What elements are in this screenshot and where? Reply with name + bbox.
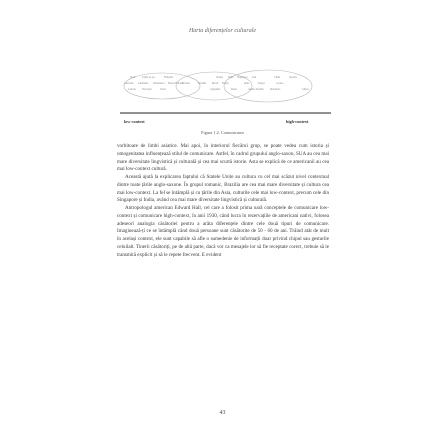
country-label: Țările de jos <box>142 76 155 79</box>
low-context-label: low-context <box>124 119 145 124</box>
country-label: Italia <box>228 76 234 79</box>
country-label: Norvegia <box>142 88 152 91</box>
country-label: Australia <box>124 82 134 85</box>
country-label: Mexic <box>212 82 219 85</box>
country-label: Israel <box>160 88 166 91</box>
figure-caption: Figura 1.2. Comunicarea <box>201 130 244 135</box>
country-label: Indonezia <box>270 88 281 91</box>
country-label: Rusia <box>231 88 237 91</box>
country-label: Canada <box>128 88 136 91</box>
paragraph: Antropologul american Edward Hall, cel care a folosit prima oară conceptele de comunicare low-context și comunicare high-context, în anii 1930, când lucra în rezervațiile de americani nativi, folosea adeseori analogia căsătoriei pentru a arăta diferențele dintre cele două tipuri de comunicare. Imaginează-ți ce se întâmplă când două persoane sunt căsătorite de 50 - 60 de ani. Trăind atât de mult în același context, ele sunt capabile să afle o sumedenie de informații doar privind chipul sau gesturile celuilalt. Tinerii căsătoriți, pe de altă parte, dacă vor ca mesajele lor să fie receptate corect, trebuie să le transmită explicit și să le repete frecvent. E evident <box>117 205 329 258</box>
country-label: SUA <box>130 76 136 79</box>
country-label: Marea Britanie <box>168 82 184 85</box>
country-label: Spania <box>216 76 224 79</box>
country-label: Brazilia <box>198 82 207 85</box>
paragraph: vorbitoare de limbi asiatice. Mai apoi, în interiorul fiecărui grup, se poate vedea cum istoria și omogenitatea influențează stilul de comunicare. Astfel, în cadrul grupului anglo-saxon, SUA au cea mai mare diversitate lingvistică și culturală și cea mai scurtă istorie. Asta se explică de ce americanii au cea mai low-context cultură. <box>117 143 329 173</box>
running-head: Harta diferențelor culturale <box>188 28 257 34</box>
page-number: 43 <box>219 410 226 416</box>
country-label: Japonia <box>289 76 297 79</box>
country-label: India <box>244 82 250 85</box>
body-text <box>117 143 329 259</box>
country-label: Ghana <box>302 88 309 91</box>
country-label: Arabia Saudită <box>248 88 264 91</box>
country-label: Singapore <box>237 76 248 79</box>
country-label: Polonia <box>182 82 190 85</box>
country-label: China <box>274 76 281 79</box>
country-label: Danemarca <box>153 82 165 85</box>
country-label: Finlanda <box>164 76 174 79</box>
country-label: Germania <box>138 82 149 85</box>
country-label: Iran <box>252 76 257 79</box>
paragraph: Această ajută la explicarea faptului că Statele Unite au cultura cu cel mai scăzut nivel contextual dintre toate țările anglo-saxone. În grupul romanic, Brazilia are cea mai mare diversitate și cultura cea mai low-context. La fel se întâmplă și cu țările din Asia, culturile cele mai low-context, precum cele din Singapore și India, având cea mai mare diversitate lingvistică și culturală. <box>117 174 329 204</box>
country-label: Franța <box>222 82 229 85</box>
high-context-label: high-context <box>286 119 309 124</box>
country-label: Coreea <box>276 82 284 85</box>
country-label: Kenya <box>258 82 265 85</box>
country-label: Argentina <box>210 88 221 91</box>
